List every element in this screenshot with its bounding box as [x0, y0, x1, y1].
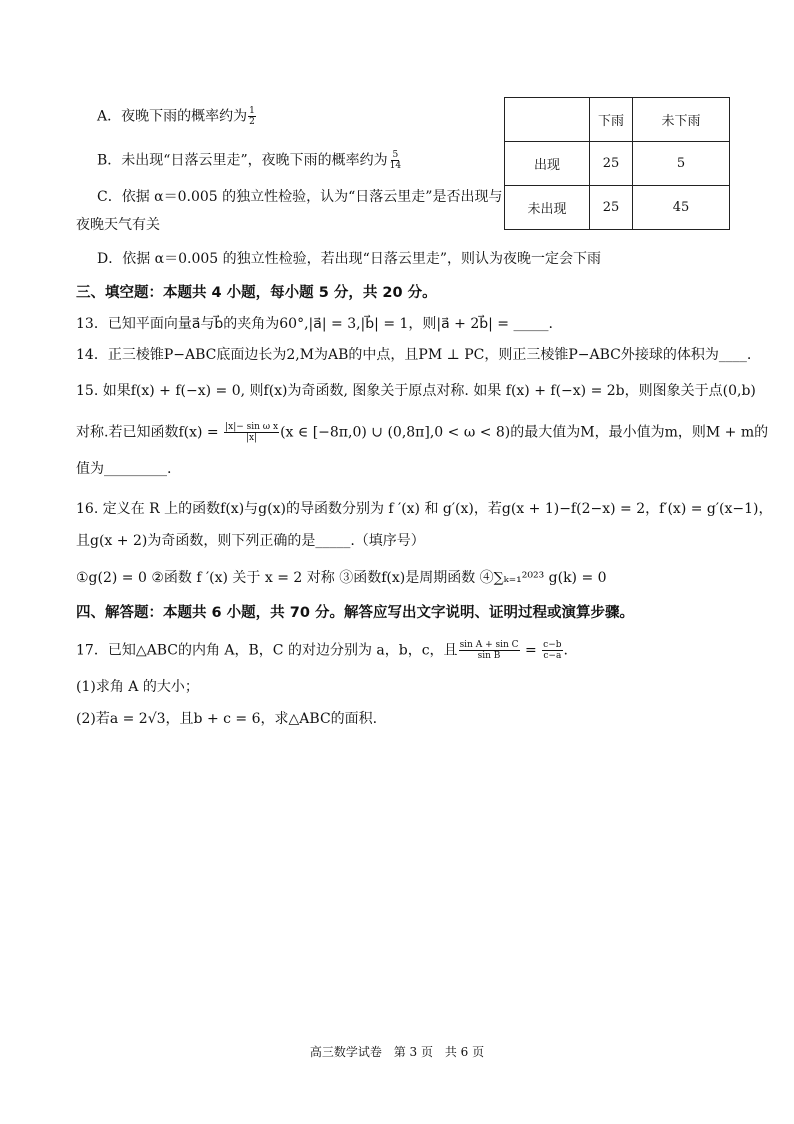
option-c-line1: C．依据 α＝0.005 的独立性检验，认为“日落云里走”是否出现与	[97, 189, 503, 205]
option-c-line2: 夜晚天气有关	[76, 217, 160, 233]
option-d: D．依据 α＝0.005 的独立性检验，若出现“日落云里走”，则认为夜晚一定会下雨	[97, 251, 601, 267]
table-cell: 5	[633, 142, 730, 186]
option-b: B．未出现“日落云里走”，夜晚下雨的概率约为 $\frac{5}{14}$	[97, 150, 402, 171]
section4-heading: 四、解答题：本题共 6 小题，共 70 分。解答应写出文字说明、证明过程或演算步骤。	[76, 605, 634, 621]
question-16-line1: 16. 定义在 R 上的函数f(x)与g(x)的导函数分别为 f ′(x) 和 g′(x)，若g(x + 1)−f(2−x) = 2，f′(x) = g′(x−1)，	[76, 501, 773, 517]
table-cell: 25	[590, 186, 633, 230]
table-cell: 未下雨	[633, 98, 730, 142]
fraction-side-ratio: $\frac{c-b}{c-a}$	[543, 640, 562, 661]
table-cell: 未出现	[505, 186, 590, 230]
question-15-line3: 值为_________.	[76, 461, 172, 477]
table-cell: 25	[590, 142, 633, 186]
question-15-line1: 15. 如果f(x) + f(−x) = 0, 则f(x)为奇函数, 图象关于原点对称. 如果 f(x) + f(−x) = 2b，则图象关于点(0,b)	[76, 383, 756, 399]
table-header-row	[505, 98, 730, 142]
table-cell	[505, 98, 590, 142]
table-row	[505, 142, 730, 186]
table-cell: 出现	[505, 142, 590, 186]
question-13: 13．已知平面向量a⃗与b⃗的夹角为60°,|a⃗| = 3,|b⃗| = 1，则|a⃗ + 2b⃗| = _____.	[76, 316, 553, 332]
table-cell: 下雨	[590, 98, 633, 142]
footer-page: 第 3 页	[393, 1045, 433, 1059]
fraction-five-fourteenths: $\frac{5}{14}$	[389, 150, 402, 171]
option-a: A．夜晚下雨的概率约为 $\frac{1}{2}$	[97, 106, 255, 127]
section3-heading: 三、填空题：本题共 4 小题，每小题 5 分，共 20 分。	[76, 285, 437, 301]
contingency-table	[504, 97, 730, 230]
question-17: 17．已知△ABC的内角 A，B，C 的对边分别为 a，b，c，且 $\frac{\text{sin A + sin C}}{\text{sin B}}$ = $\frac{c-b}{c-a}$ .	[76, 640, 568, 661]
fraction-one-half: $\frac{1}{2}$	[249, 106, 255, 127]
question-16-choices: ①g(2) = 0 ②函数 f ′(x) 关于 x = 2 对称 ③函数f(x)是周期函数 ④∑ₖ₌₁²⁰²³ g(k) = 0	[76, 570, 607, 586]
footer-total: 共 6 页	[444, 1045, 485, 1059]
page-footer	[0, 1043, 794, 1060]
table-cell: 45	[633, 186, 730, 230]
fraction-sine-ratio: $\frac{\text{sin A + sin C}}{\text{sin B}}$	[459, 640, 519, 661]
question-16-line2: 且g(x + 2)为奇函数，则下列正确的是_____.（填序号）	[76, 533, 425, 549]
question-15-line2: 对称.若已知函数f(x) = $\frac{\text{|x|− sin ω x}}{|x|}$ (x ∈ [−8π,0) ∪ (0,8π],0 < ω < 8)的最大值为M，最小值为m，则M + m的	[76, 422, 769, 443]
question-14: 14．正三棱锥P−ABC底面边长为2,M为AB的中点，且PM ⊥ PC，则正三棱锥P−ABC外接球的体积为____.	[76, 347, 752, 363]
footer-title: 高三数学试卷	[309, 1045, 382, 1059]
question-17-part2: (2)若a = 2√3，且b + c = 6，求△ABC的面积.	[76, 711, 378, 727]
question-17-part1: (1)求角 A 的大小；	[76, 679, 199, 695]
fraction-function: $\frac{\text{|x|− sin ω x}}{|x|}$	[225, 422, 279, 443]
table-row	[505, 186, 730, 230]
